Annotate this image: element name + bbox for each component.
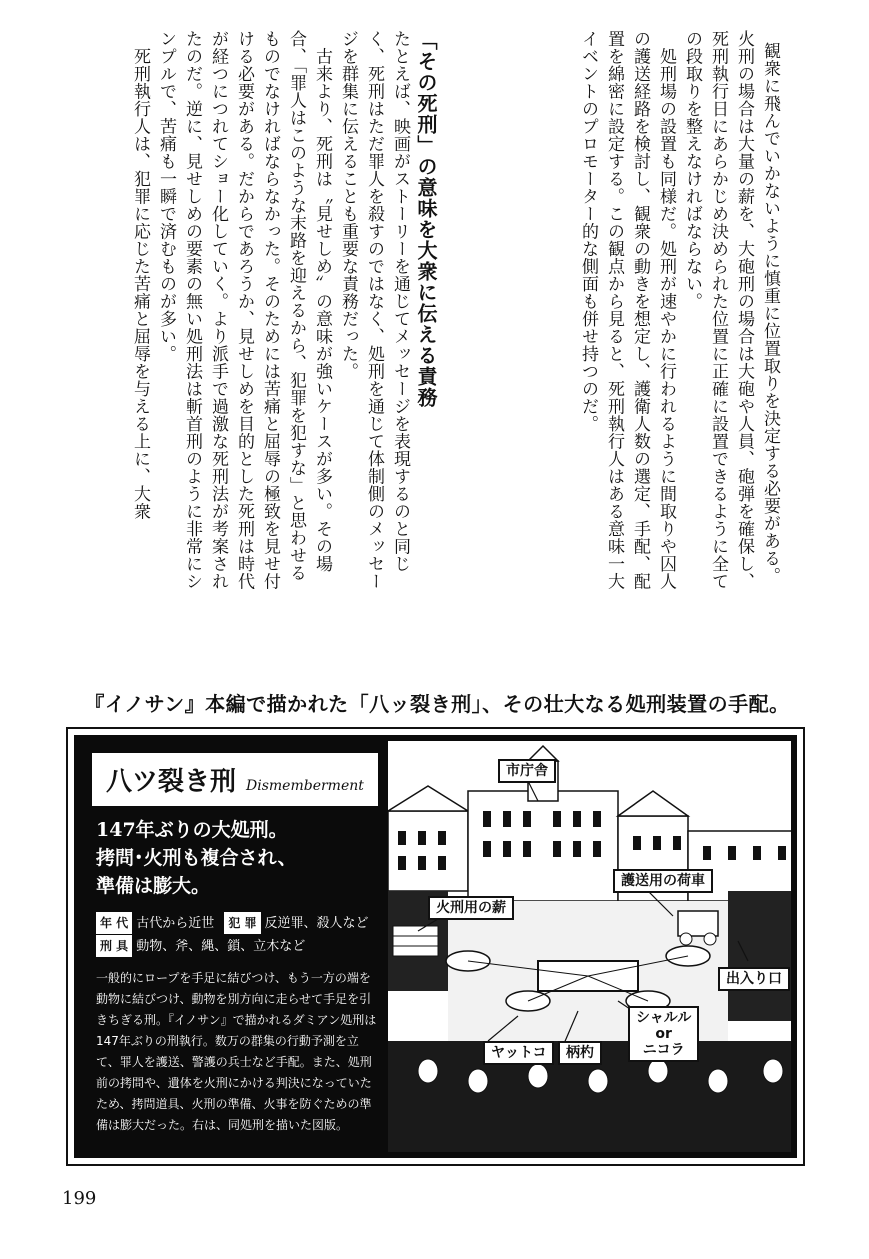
page-number: 199	[62, 1188, 97, 1209]
figure-caption: 『イノサン』本編で描かれた「八ッ裂き刑」、その壮大なる処刑装置の手配。	[84, 692, 790, 716]
label-cart: 護送用の荷車	[613, 869, 713, 893]
label-handle: 柄杓	[558, 1041, 602, 1065]
meta-row-2	[96, 935, 386, 958]
crime-tag: 犯 罪	[224, 912, 260, 934]
tools-tag: 刑 具	[96, 935, 132, 957]
info-panel	[66, 727, 805, 1166]
body-column-right	[419, 30, 809, 595]
era-tag: 年 代	[96, 912, 132, 934]
label-yatoko: ヤットコ	[483, 1041, 554, 1065]
label-firewood: 火刑用の薪	[428, 896, 514, 920]
headline-line-1: 147年ぶりの大処刑。	[96, 819, 288, 841]
headline-line-3: 準備は膨大。	[96, 875, 211, 897]
label-exit: 出入り口	[718, 967, 790, 991]
crime-value: 反逆罪、殺人など	[264, 916, 369, 931]
panel-title-box	[92, 753, 378, 806]
panel-body-text: 一般的にロープを手足に結びつけ、もう一方の端を動物に結びつけ、動物を別方向に走らせて手足を引きちぎる刑。『イノサン』で描かれるダミアン処刑は147年ぶりの刑執行。数万の群集の行動予測を立て、罪人を護送、警護の兵士など手配。また、処刑前の拷問や、遺体を火刑にかける判決になっていたため、拷問道具、火刑の準備、火事を防ぐための準備は膨大だった。右は、同処刑を描いた図版。	[96, 971, 377, 1132]
info-text-area	[86, 753, 386, 1136]
illustration-drawing	[388, 741, 791, 1152]
panel-title-en: Dismemberment	[246, 778, 364, 794]
meta-row-1	[96, 912, 386, 935]
panel-headline	[86, 816, 386, 900]
era-value: 古代から近世	[136, 916, 215, 931]
tools-value: 動物、斧、縄、鎖、立木など	[136, 939, 306, 954]
panel-meta	[86, 912, 386, 958]
label-city-hall: 市庁舎	[498, 759, 556, 783]
body-column-left	[39, 30, 439, 595]
panel-title: 八ツ裂き刑	[106, 767, 237, 797]
headline-line-2: 拷問･火刑も複合され、	[96, 847, 297, 869]
execution-illustration	[388, 741, 791, 1152]
body-text-right: 観衆に飛んでいかないように慎重に位置取りを決定する必要がある。火刑の場合は大量の薪を、大砲刑の場合は大砲や人員、砲弾を確保し、死刑執行日にあらかじめ決められた位置に正確に設置できるように全ての段取りを整えなければならない。 処刑場の設置も同様だ。処刑が速やかに行われるように間取りや囚人の護送経路を検討し、観衆の動きを想定し、護衛人数の選定、手配、配置を綿密に設定する。この観点から見ると、死刑執行人はある意味一大イベントのプロモーター的な側面も併せ持つのだ。	[578, 30, 780, 590]
body-text-left: たとえば、映画がストーリーを通じてメッセージを表現するのと同じく、死刑はただ罪人を殺すのではなく、処刑を通じて体制側のメッセージを群集に伝えることも重要な責務だった。 古来より、死刑は〝見せしめ〟の意味が強いケースが多い。その場合、「罪人はこのような末路を迎えるから、犯罪を犯すな」と思わせるものでなければならなかった。そのためには苦痛と屈辱の極致を見せ付ける必要がある。だからであろうか、見せしめを目的とした死刑は時代が経つにつれてショー化していく。より派手で過激な死刑法が考案されたのだ。逆に、見せしめの要素の無い処刑法は斬首刑のように非常にシンプルで、苦痛も一瞬で済むものが多い。 死刑執行人は、犯罪に応じた苦痛と屈辱を与える上に、大衆	[130, 30, 410, 590]
label-charles: シャルル or ニコラ	[628, 1006, 699, 1062]
section-heading: 「その死刑」の意味を大衆に伝える責務	[414, 30, 438, 408]
info-panel-background	[74, 735, 797, 1158]
